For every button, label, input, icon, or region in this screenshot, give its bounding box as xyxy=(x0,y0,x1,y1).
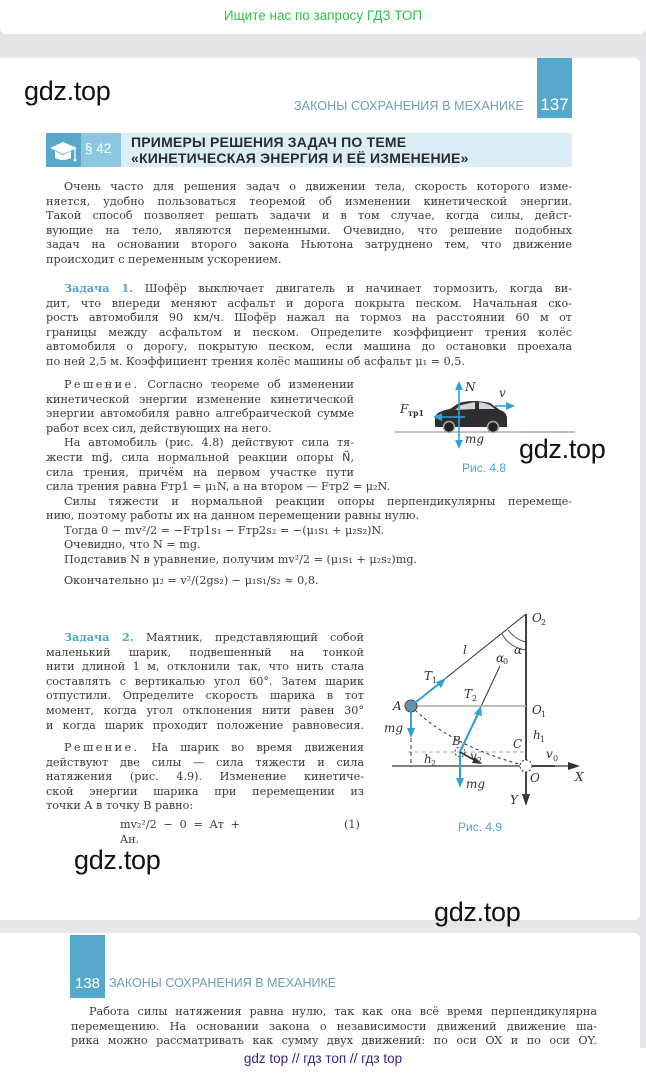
footer-text: gdz top // гдз топ // гдз top xyxy=(243,1051,403,1066)
page-number-tab xyxy=(537,58,572,118)
text-line: рика можно рассматривать как сумму двух движений: по оси OX и по оси OY. xyxy=(71,1034,597,1048)
text-line: энергии автомобиля равно алгебраической сумме xyxy=(46,407,354,421)
text-line: автомобиля о дорогу, покрытую песком, если машина до остановки проехала xyxy=(46,340,572,354)
watermark: gdz.top xyxy=(434,897,521,927)
svg-text:F: F xyxy=(400,402,409,416)
text-line: вующие на тело, являются переменными. Очевидно, что решение подобных xyxy=(46,223,572,237)
text-line: отпустили. Определите скорость шарика в тот xyxy=(46,689,364,703)
figure-4-9 xyxy=(380,606,590,811)
text-line: Такой способ позволяет решать задачи и в том случае, когда силы, дейст- xyxy=(46,209,572,223)
svg-text:h: h xyxy=(424,752,432,766)
solution-label: Решение. xyxy=(64,378,140,391)
page-number: 137 xyxy=(540,95,569,114)
svg-text:2: 2 xyxy=(472,694,478,703)
equation-number: (1) xyxy=(344,818,360,831)
svg-text:mg: mg xyxy=(466,777,486,791)
banner-text: Ищите нас по запросу ГДЗ ТОП xyxy=(223,8,423,23)
text-line: Задача 1. Шофёр выключает двигатель и начинает тормозить, когда ви- xyxy=(64,281,572,295)
text-line: рость автомобиля 90 км/ч. Шофёр нажал на тормоз на расстоянии 60 м от xyxy=(46,311,572,325)
solution-1 xyxy=(46,378,354,480)
watermark: gdz.top xyxy=(74,845,161,875)
svg-text:тр1: тр1 xyxy=(408,408,425,418)
section-title-line: ПРИМЕРЫ РЕШЕНИЯ ЗАДАЧ ПО ТЕМЕ xyxy=(131,134,407,150)
solution-1-cont xyxy=(46,480,572,588)
running-head: ЗАКОНЫ СОХРАНЕНИЯ В МЕХАНИКЕ xyxy=(109,976,337,990)
svg-text:1: 1 xyxy=(540,735,546,744)
task-1 xyxy=(46,281,572,370)
text-line: На автомобиль (рис. 4.8) действуют сила тя- xyxy=(64,436,354,450)
svg-text:O: O xyxy=(532,703,542,717)
svg-text:X: X xyxy=(575,770,584,784)
solution-label: Решение. xyxy=(64,741,140,754)
text-line: Очень часто для решения задач о движении тела, скорость которого изме- xyxy=(64,180,572,193)
svg-text:0: 0 xyxy=(553,754,559,763)
text-line: маленький шарик, подвешенный на тонкой xyxy=(46,645,364,659)
svg-text:mg: mg xyxy=(465,432,485,446)
svg-text:h: h xyxy=(533,728,541,742)
svg-text:v: v xyxy=(546,747,553,761)
text-line: границы между асфальтом и песком. Определите коэффициент трения колёс xyxy=(46,325,572,339)
text-line: Задача 2. Маятник, представляющий собой xyxy=(64,630,364,644)
text-line: жести mg⃗, сила нормальной реакции опоры N⃗, xyxy=(46,450,354,464)
text-line: натяжения (рис. 4.9). Изменение кинетиче- xyxy=(46,770,364,784)
text-line: момент, когда угол отклонения нити равен 30° xyxy=(46,703,364,717)
text-line: няется, удобно пользоваться теоремой об изменении кинетической энергии. xyxy=(46,194,572,208)
task-label: Задача 1. xyxy=(64,281,134,295)
equation-1: mv₂²/2 − 0 = Aт + Aн. xyxy=(120,818,240,846)
svg-text:A: A xyxy=(393,699,402,713)
text-line: сила трения равна Fтр1 = μ₁N, а на втором — Fтр2 = μ₂N. xyxy=(46,480,391,493)
pendulum-diagram xyxy=(380,606,590,811)
final-equation: Окончательно μ₂ = v²/(2gs₂) − μ₁s₁/s₂ ≈ 0,8. xyxy=(64,573,319,587)
text-line: сила трения, причём на первом участке пути xyxy=(46,465,354,479)
text-line: происходит с переменным ускорением. xyxy=(46,252,282,266)
svg-text:1: 1 xyxy=(432,676,438,685)
running-head: ЗАКОНЫ СОХРАНЕНИЯ В МЕХАНИКЕ xyxy=(294,99,524,113)
page-number-tab xyxy=(70,935,105,998)
text-line: нити длиной 1 м, отклонили так, что нить стала xyxy=(46,660,364,674)
watermark: gdz.top xyxy=(519,434,606,464)
task-2 xyxy=(46,630,364,733)
svg-text:mg: mg xyxy=(384,721,404,735)
svg-text:Y: Y xyxy=(510,793,518,807)
svg-text:l: l xyxy=(463,643,467,657)
section-title xyxy=(131,134,469,166)
text-line: Очевидно, что N = mg. xyxy=(64,538,201,552)
figure-caption: Рис. 4.8 xyxy=(462,461,507,475)
section-number: § 42 xyxy=(81,133,121,167)
footer-banner xyxy=(0,1048,646,1076)
svg-text:2: 2 xyxy=(431,759,437,768)
text-line: нию, поэтому работы их на данном перемещении равны нулю. xyxy=(46,509,420,523)
svg-text:α: α xyxy=(496,651,505,665)
svg-text:T: T xyxy=(464,687,473,701)
text-line: и когда шарик проходит положение равновесия. xyxy=(46,718,364,732)
equation-line: Тогда 0 − mv²/2 = −Fтр1s₁ − Fтр2s₂ = −(μ₁s₁ + μ₂s₂)N. xyxy=(64,523,385,537)
text-line: кинетической энергии изменение кинетической xyxy=(46,392,354,406)
text-line: перемещению. На основании закона о независимости движений движение ша- xyxy=(71,1019,597,1033)
svg-text:C: C xyxy=(513,737,523,751)
text-line: Подставив N в уравнение, получим mv²/2 = (μ₁s₁ + μ₂s₂)mg. xyxy=(64,552,418,566)
svg-text:N: N xyxy=(465,380,476,394)
page-number: 138 xyxy=(74,975,101,992)
solution-2 xyxy=(46,741,364,814)
text-line: точки A в точку B равно: xyxy=(46,799,194,813)
top-banner xyxy=(0,0,646,34)
text-line: по ней 2,5 м. Коэффициент трения колёс машины об асфальт μ₁ = 0,5. xyxy=(46,354,465,368)
text-line: работ всех сил, действующих на него. xyxy=(46,421,272,435)
svg-text:2: 2 xyxy=(541,618,547,627)
svg-text:0: 0 xyxy=(503,657,509,666)
text-line: ской энергии шарика при перемещении из xyxy=(46,784,364,798)
svg-text:B: B xyxy=(452,734,461,748)
svg-text:O: O xyxy=(530,771,540,785)
svg-text:1: 1 xyxy=(541,710,547,719)
svg-text:α: α xyxy=(514,643,523,657)
intro-paragraph xyxy=(46,180,572,268)
text-line: действуют две силы — сила тяжести и сила xyxy=(46,755,364,769)
text-line: задач на основании второго закона Ньютона затруднено тем, что движение xyxy=(46,238,572,252)
svg-text:v: v xyxy=(499,386,506,400)
svg-text:2: 2 xyxy=(477,756,483,765)
page-138-text xyxy=(71,1005,597,1048)
text-line: составлять с вертикалью угол 60°. Затем шарик xyxy=(46,674,364,688)
text-line: Силы тяжести и нормальной реакции опоры перпендикулярны перемеще- xyxy=(64,494,572,508)
text-line: дит, что впереди меняют асфальт и дорога покрыта песком. Начальная ско- xyxy=(46,296,572,310)
watermark: gdz.top xyxy=(24,76,111,106)
svg-text:O: O xyxy=(532,611,542,625)
page-gap xyxy=(0,34,646,56)
text-line: Решение. Согласно теореме об изменении xyxy=(64,378,354,391)
graduation-cap-icon xyxy=(46,133,81,167)
text-line: Решение. На шарик во время движения xyxy=(64,741,364,754)
svg-text:v: v xyxy=(470,749,477,763)
section-header xyxy=(46,133,572,167)
text-line: Работа силы натяжения равна нулю, так как она всё время перпендикулярна xyxy=(89,1005,597,1018)
figure-caption: Рис. 4.9 xyxy=(458,820,503,834)
svg-text:T: T xyxy=(424,669,433,683)
section-title-line: «КИНЕТИЧЕСКАЯ ЭНЕРГИЯ И ЕЁ ИЗМЕНЕНИЕ» xyxy=(131,150,469,166)
task-label: Задача 2. xyxy=(64,630,134,644)
